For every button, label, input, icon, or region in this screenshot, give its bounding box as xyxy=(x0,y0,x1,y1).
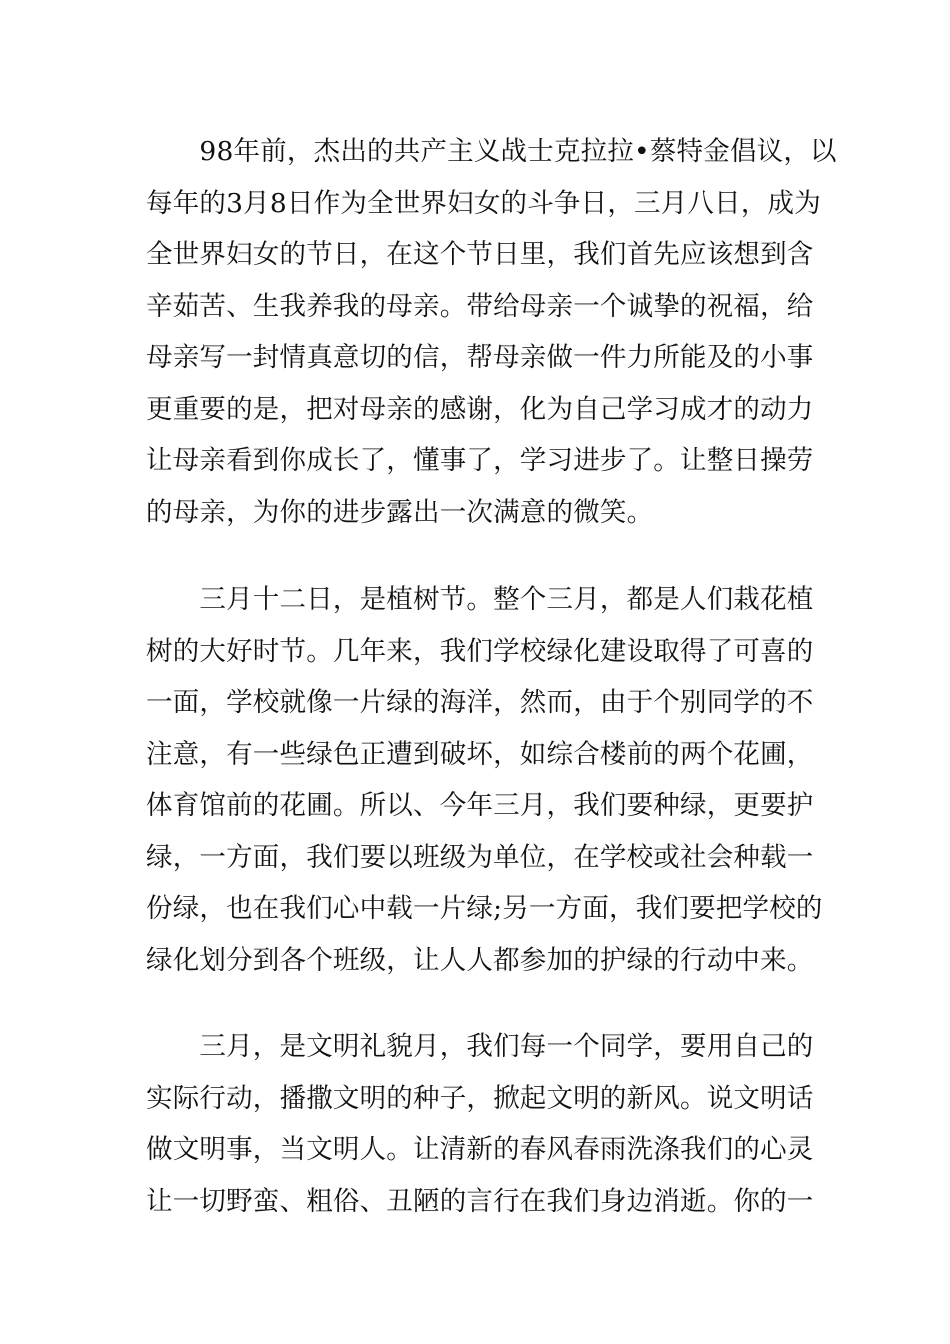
text-line: 注意，有一些绿色正遭到破坏，如综合楼前的两个花圃， xyxy=(146,738,814,770)
text-line: 绿化划分到各个班级，让人人都参加的护绿的行动中来。 xyxy=(146,944,814,976)
text-line: 每年的3月8日作为全世界妇女的斗争日，三月八日，成为 xyxy=(146,187,821,219)
paragraph-womens-day xyxy=(146,126,837,538)
text-line: 辛茹苦、生我养我的母亲。带给母亲一个诚挚的祝福，给 xyxy=(146,290,814,322)
text-line: 做文明事，当文明人。让清新的春风春雨洗涤我们的心灵 xyxy=(146,1134,814,1165)
text-line: 让母亲看到你成长了，懂事了，学习进步了。让整日操劳 xyxy=(146,445,814,476)
text-line: 树的大好时节。几年来，我们学校绿化建设取得了可喜的 xyxy=(146,635,814,667)
text-line: 全世界妇女的节日，在这个节日里，我们首先应该想到含 xyxy=(146,239,814,270)
text-line: 三月，是文明礼貌月，我们每一个同学，要用自己的 xyxy=(146,1031,814,1062)
paragraph-civility-month xyxy=(146,1021,826,1227)
text-line: 绿，一方面，我们要以班级为单位，在学校或社会种载一 xyxy=(146,841,814,873)
text-line: 份绿，也在我们心中载一片绿;另一方面，我们要把学校的 xyxy=(146,893,823,924)
text-line: 的母亲，为你的进步露出一次满意的微笑。 xyxy=(146,496,654,528)
text-line: 母亲写一封情真意切的信，帮母亲做一件力所能及的小事 xyxy=(146,342,814,373)
paragraph-arbor-day xyxy=(146,574,826,986)
text-line: 98年前，杰出的共产主义战士克拉拉•蔡特金倡议，以 xyxy=(146,136,837,167)
text-line: 让一切野蛮、粗俗、丑陋的言行在我们身边消逝。你的一 xyxy=(146,1185,814,1217)
text-line: 一面，学校就像一片绿的海洋，然而，由于个别同学的不 xyxy=(146,687,814,718)
text-line: 体育馆前的花圃。所以、今年三月，我们要种绿，更要护 xyxy=(146,790,814,821)
text-line: 实际行动，播撒文明的种子，掀起文明的新风。说文明话 xyxy=(146,1082,814,1114)
text-line: 三月十二日，是植树节。整个三月，都是人们栽花植 xyxy=(146,584,814,615)
text-line: 更重要的是，把对母亲的感谢，化为自己学习成才的动力 xyxy=(146,393,814,425)
